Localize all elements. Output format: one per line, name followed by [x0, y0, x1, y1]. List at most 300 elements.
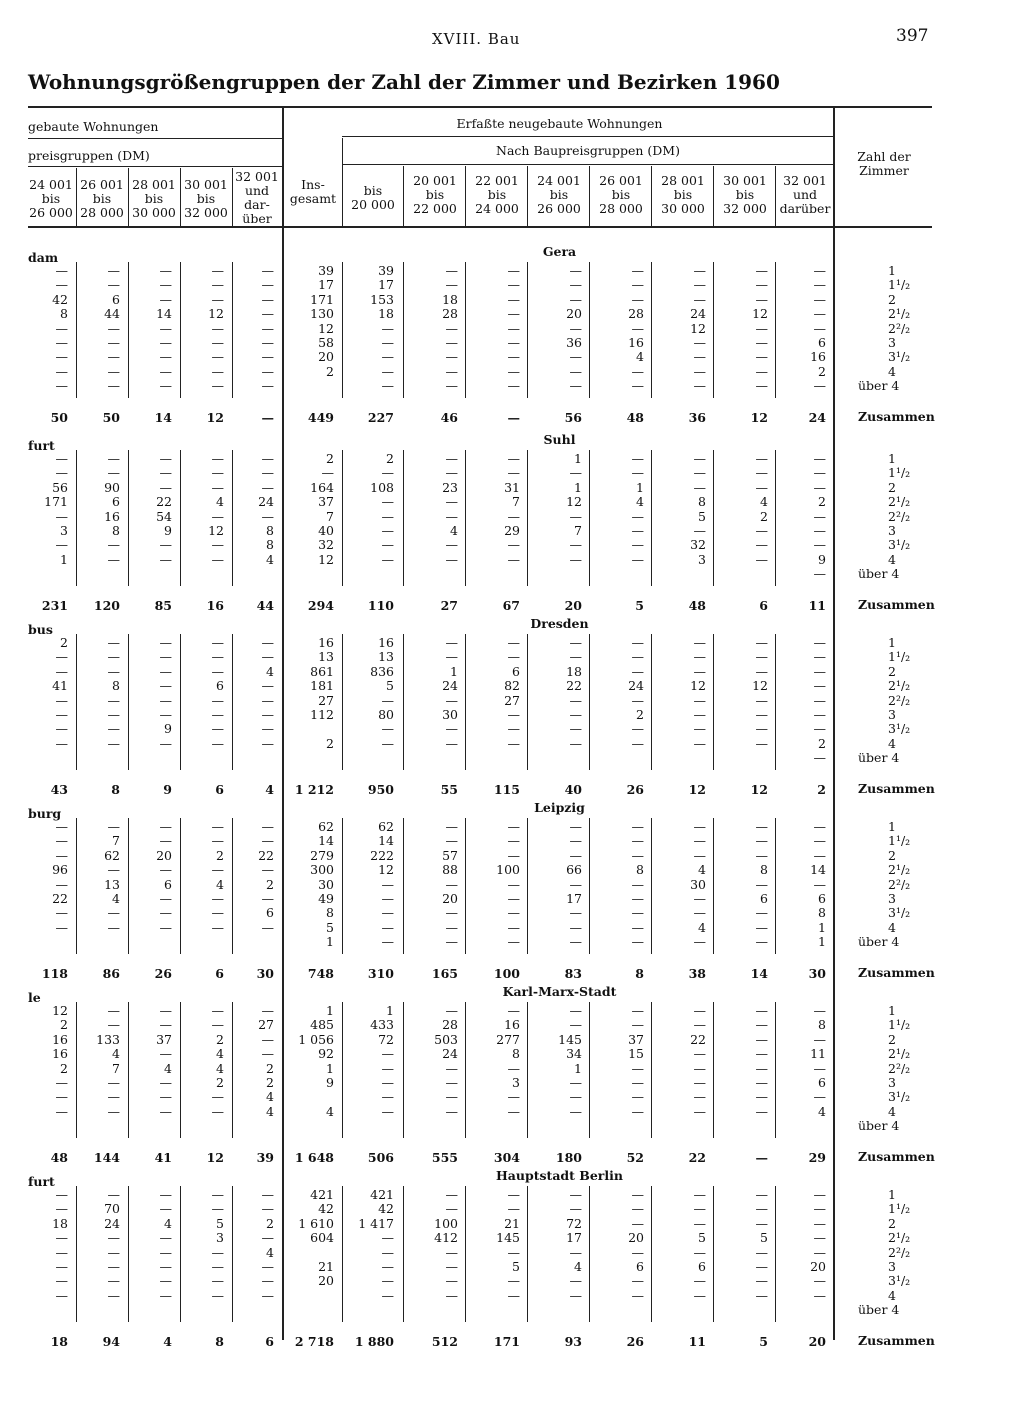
table-cell — [182, 567, 224, 581]
left-total: 18 — [50, 1333, 68, 1349]
table-cell: — — [569, 635, 582, 650]
table-cell — [130, 1303, 172, 1317]
table-cell: 34 — [566, 1046, 582, 1062]
left-price-col — [234, 1188, 274, 1318]
table-cell: 20 — [628, 1230, 644, 1246]
right-total: 6 — [759, 597, 768, 613]
table-cell: 24 — [690, 306, 706, 322]
table-cell: — — [755, 706, 768, 722]
table-cell: — — [755, 465, 768, 481]
table-cell: 31 — [504, 479, 520, 495]
table-cell: — — [261, 862, 274, 878]
table-cell: 485 — [310, 1017, 334, 1033]
table-cell: — — [381, 320, 394, 336]
table-cell: — — [107, 635, 120, 650]
room-labels — [858, 451, 948, 612]
table-cell: 9 — [326, 1074, 334, 1090]
table-cell: — — [507, 363, 520, 379]
table-cell: 1 — [386, 1003, 394, 1018]
right-price-col — [778, 636, 826, 766]
table-cell: 27 — [258, 1017, 274, 1033]
table-cell: — — [693, 635, 706, 650]
left-price-col — [78, 452, 120, 582]
table-cell — [716, 567, 768, 581]
table-cell: 1 — [818, 934, 826, 950]
table-cell: — — [569, 1017, 582, 1033]
table-cell: — — [813, 1244, 826, 1260]
table-cell: — — [631, 551, 644, 567]
table-cell — [346, 1303, 394, 1317]
table-cell: 15 — [628, 1046, 644, 1062]
table-cell: — — [211, 334, 224, 350]
table-cell: — — [813, 649, 826, 665]
table-cell: 42 — [378, 1201, 394, 1217]
left-price-col — [28, 1188, 68, 1318]
table-cell: — — [755, 1031, 768, 1047]
table-cell: — — [755, 735, 768, 751]
table-cell: 6 — [164, 876, 172, 892]
table-cell: — — [631, 692, 644, 708]
table-cell: — — [261, 263, 274, 278]
table-cell: — — [55, 649, 68, 665]
table-cell: 20 — [810, 1258, 826, 1274]
table-cell: — — [507, 551, 520, 567]
right-price-col — [654, 1188, 706, 1318]
table-cell: — — [755, 1103, 768, 1119]
right-price-col — [778, 820, 826, 950]
room-label: 3¹/₂ — [888, 1089, 911, 1105]
table-cell: — — [445, 263, 458, 278]
table-cell: — — [211, 721, 224, 737]
table-cell: 6 — [818, 334, 826, 350]
table-cell: — — [445, 537, 458, 553]
table-cell: — — [107, 378, 120, 394]
table-cell: — — [755, 635, 768, 650]
table-cell: — — [507, 320, 520, 336]
district-name: Suhl — [543, 432, 576, 447]
table-cell: — — [755, 522, 768, 538]
table-cell: — — [813, 320, 826, 336]
table-cell: 133 — [96, 1031, 120, 1047]
table-cell: — — [507, 905, 520, 921]
table-cell: 6 — [112, 494, 120, 510]
table-cell: — — [813, 750, 826, 766]
right-total: 950 — [367, 781, 394, 797]
room-labels — [858, 1003, 948, 1164]
table-cell: — — [813, 566, 826, 582]
table-cell: 8 — [112, 678, 120, 694]
table-cell: 1 — [326, 934, 334, 950]
table-cell: — — [107, 649, 120, 665]
table-cell: — — [569, 706, 582, 722]
table-cell: 6 — [760, 890, 768, 906]
right-price-col — [592, 264, 644, 394]
district-name: Leipzig — [534, 800, 585, 815]
table-cell: 300 — [310, 862, 334, 878]
table-cell: — — [261, 1003, 274, 1018]
table-cell: — — [507, 819, 520, 834]
left-total: 4 — [265, 781, 274, 797]
table-cell: — — [569, 363, 582, 379]
right-total: 26 — [626, 1333, 644, 1349]
table-cell: 2 — [326, 735, 334, 751]
table-cell: — — [755, 1287, 768, 1303]
table-cell: 1 — [636, 479, 644, 495]
table-cell: — — [261, 735, 274, 751]
table-cell: 8 — [760, 862, 768, 878]
table-cell: — — [693, 522, 706, 538]
room-label: 1¹/₂ — [888, 1201, 911, 1217]
table-cell: — — [211, 1201, 224, 1217]
table-cell: — — [693, 890, 706, 906]
table-cell: — — [107, 819, 120, 834]
table-cell: 1 056 — [298, 1031, 334, 1047]
table-cell: 12 — [208, 306, 224, 322]
room-labels — [858, 635, 948, 796]
table-cell: — — [693, 465, 706, 481]
table-cell: — — [631, 522, 644, 538]
right-price-col — [346, 636, 394, 766]
table-cell: — — [507, 349, 520, 365]
table-cell — [468, 1119, 520, 1133]
table-cell: 82 — [504, 678, 520, 694]
table-cell: — — [445, 833, 458, 849]
table-cell: 6 — [512, 663, 520, 679]
table-cell: — — [381, 692, 394, 708]
table-cell: 5 — [216, 1215, 224, 1231]
table-cell: — — [813, 819, 826, 834]
table-cell: 4 — [216, 494, 224, 510]
table-cell: — — [569, 905, 582, 921]
table-cell: 8 — [818, 1017, 826, 1033]
table-cell: — — [755, 1060, 768, 1076]
table-cell: 16 — [52, 1031, 68, 1047]
table-cell: — — [55, 1187, 68, 1202]
table-cell: 23 — [442, 479, 458, 495]
left-price-col — [182, 820, 224, 950]
table-cell: — — [159, 263, 172, 278]
table-cell: — — [507, 1003, 520, 1018]
left-price-col — [234, 452, 274, 582]
table-cell: 12 — [752, 678, 768, 694]
left-total: 39 — [256, 1149, 274, 1165]
table-cell: — — [55, 508, 68, 524]
left-total: 26 — [154, 965, 172, 981]
left-total: 12 — [206, 1149, 224, 1165]
table-cell: 861 — [310, 663, 334, 679]
table-cell: — — [755, 291, 768, 307]
table-cell: — — [107, 721, 120, 737]
table-cell: 4 — [698, 862, 706, 878]
table-cell: — — [569, 1187, 582, 1202]
table-cell: — — [631, 1060, 644, 1076]
table-cell: 20 — [442, 890, 458, 906]
table-cell: — — [211, 263, 224, 278]
table-cell — [592, 751, 644, 765]
table-cell: 100 — [496, 862, 520, 878]
table-cell: 22 — [690, 1031, 706, 1047]
right-total: 8 — [635, 965, 644, 981]
table-cell: 14 — [810, 862, 826, 878]
left-price-col — [182, 452, 224, 582]
table-cell: 6 — [112, 291, 120, 307]
right-total: 29 — [808, 1149, 826, 1165]
table-cell — [28, 1303, 68, 1317]
table-cell: 277 — [496, 1031, 520, 1047]
table-cell: — — [159, 905, 172, 921]
table-cell — [592, 1119, 644, 1133]
table-cell: — — [381, 890, 394, 906]
table-cell: — — [693, 1017, 706, 1033]
right-price-col — [346, 1004, 394, 1134]
table-cell: — — [211, 919, 224, 935]
table-cell: — — [755, 847, 768, 863]
right-total: 55 — [440, 781, 458, 797]
right-price-col — [530, 1188, 582, 1318]
table-cell: 22 — [156, 494, 172, 510]
table-cell: 108 — [370, 479, 394, 495]
right-total: 12 — [750, 409, 768, 425]
table-cell: 2 — [216, 847, 224, 863]
table-cell: — — [107, 919, 120, 935]
table-cell: 24 — [442, 1046, 458, 1062]
right-price-col-header: 20 001 bis 22 000 — [413, 173, 457, 216]
table-cell: — — [261, 1201, 274, 1217]
right-total: 227 — [367, 409, 394, 425]
table-cell: — — [813, 508, 826, 524]
table-cell: — — [631, 291, 644, 307]
table-cell: 279 — [310, 847, 334, 863]
table-cell: 8 — [818, 905, 826, 921]
table-cell: 88 — [442, 862, 458, 878]
left-total: 16 — [206, 597, 224, 613]
table-cell: — — [507, 334, 520, 350]
room-label: 2²/₂ — [888, 508, 911, 524]
table-cell: — — [211, 905, 224, 921]
table-cell: 4 — [266, 1089, 274, 1105]
table-cell: — — [445, 363, 458, 379]
table-cell: — — [159, 819, 172, 834]
table-cell: 4 — [326, 1103, 334, 1119]
table-cell: — — [381, 334, 394, 350]
table-cell: — — [755, 1017, 768, 1033]
table-cell: — — [211, 465, 224, 481]
table-cell — [468, 567, 520, 581]
table-cell — [406, 567, 458, 581]
right-price-col — [592, 1188, 644, 1318]
table-cell: — — [693, 291, 706, 307]
room-label: 2²/₂ — [888, 320, 911, 336]
right-price-col — [468, 820, 520, 950]
insgesamt-col — [288, 1188, 334, 1318]
table-cell — [78, 751, 120, 765]
right-price-col — [716, 820, 768, 950]
right-total: 180 — [555, 1149, 582, 1165]
table-cell: 153 — [370, 291, 394, 307]
table-cell: — — [211, 890, 224, 906]
table-cell: — — [159, 1273, 172, 1289]
table-cell: — — [445, 692, 458, 708]
left-total: 48 — [50, 1149, 68, 1165]
table-cell: — — [631, 508, 644, 524]
table-cell — [234, 1303, 274, 1317]
table-cell: 503 — [434, 1031, 458, 1047]
table-cell: — — [159, 334, 172, 350]
table-cell: — — [755, 451, 768, 466]
table-cell: — — [507, 721, 520, 737]
left-price-col — [234, 264, 274, 394]
table-cell: — — [445, 1187, 458, 1202]
right-price-col — [406, 820, 458, 950]
table-cell: — — [55, 537, 68, 553]
table-cell: 4 — [164, 1060, 172, 1076]
table-cell — [346, 567, 394, 581]
table-cell: — — [693, 934, 706, 950]
right-price-col — [530, 452, 582, 582]
table-cell: — — [569, 1103, 582, 1119]
table-cell: — — [261, 277, 274, 293]
left-total: 8 — [111, 781, 120, 797]
table-cell — [234, 751, 274, 765]
right-price-col — [468, 452, 520, 582]
table-cell — [592, 567, 644, 581]
table-cell: 8 — [636, 862, 644, 878]
room-label: über 4 — [858, 750, 900, 766]
table-cell: — — [631, 277, 644, 293]
table-cell: — — [445, 349, 458, 365]
table-cell: — — [159, 1017, 172, 1033]
table-cell: — — [381, 1103, 394, 1119]
right-price-col — [530, 636, 582, 766]
right-total: 56 — [564, 409, 582, 425]
table-cell: — — [261, 721, 274, 737]
table-cell: 39 — [378, 263, 394, 278]
table-cell: — — [107, 277, 120, 293]
room-label: über 4 — [858, 1302, 900, 1318]
district-name: Gera — [542, 244, 577, 259]
table-cell: — — [159, 890, 172, 906]
table-cell: — — [631, 905, 644, 921]
table-cell: — — [381, 1230, 394, 1246]
right-price-col — [716, 1004, 768, 1134]
right-total: 2 — [817, 781, 826, 797]
table-cell: — — [261, 334, 274, 350]
table-cell: — — [631, 1103, 644, 1119]
table-cell: 4 — [216, 1060, 224, 1076]
table-cell: 41 — [52, 678, 68, 694]
table-cell: 12 — [378, 862, 394, 878]
table-cell: — — [107, 1074, 120, 1090]
table-cell: — — [107, 263, 120, 278]
right-price-col — [468, 264, 520, 394]
table-cell: — — [261, 890, 274, 906]
total-label: Zusammen — [858, 1332, 935, 1348]
table-cell: — — [507, 1244, 520, 1260]
table-cell: — — [261, 1273, 274, 1289]
table-cell: — — [55, 1287, 68, 1303]
room-label: 4 — [888, 919, 896, 935]
left-section-label: bus — [28, 622, 53, 637]
table-cell: — — [261, 451, 274, 466]
table-cell: 9 — [164, 522, 172, 538]
right-total: 20 — [808, 1333, 826, 1349]
left-price-col — [130, 452, 172, 582]
district-name: Karl-Marx-Stadt — [502, 984, 617, 999]
table-cell: — — [445, 1089, 458, 1105]
table-cell: — — [445, 1287, 458, 1303]
right-price-col-header: 30 001 bis 32 000 — [723, 173, 767, 216]
table-cell: — — [693, 905, 706, 921]
table-cell: — — [381, 378, 394, 394]
table-cell: — — [693, 277, 706, 293]
room-labels — [858, 1187, 948, 1348]
table-cell: — — [445, 934, 458, 950]
table-cell: — — [107, 706, 120, 722]
left-price-col-header: 26 001 bis 28 000 — [80, 177, 124, 220]
right-total: 36 — [688, 409, 706, 425]
left-price-col — [28, 820, 68, 950]
right-total: 5 — [759, 1333, 768, 1349]
table-cell: — — [381, 465, 394, 481]
left-price-col — [28, 264, 68, 394]
table-cell — [288, 751, 334, 765]
left-price-col — [130, 264, 172, 394]
room-label: 3 — [888, 706, 896, 722]
table-cell: — — [813, 1187, 826, 1202]
table-cell: — — [631, 263, 644, 278]
table-cell: 16 — [104, 508, 120, 524]
left-total: 231 — [41, 597, 68, 613]
table-cell: — — [107, 735, 120, 751]
room-label: 2²/₂ — [888, 692, 911, 708]
table-cell: — — [693, 847, 706, 863]
table-cell: 145 — [496, 1230, 520, 1246]
right-total: 115 — [493, 781, 520, 797]
table-cell: — — [55, 1244, 68, 1260]
table-cell: — — [445, 919, 458, 935]
table-cell: 1 — [326, 1003, 334, 1018]
table-cell: — — [693, 363, 706, 379]
table-cell: — — [261, 363, 274, 379]
table-cell: — — [55, 363, 68, 379]
table-cell: — — [55, 1258, 68, 1274]
table-cell: — — [569, 291, 582, 307]
table-cell: — — [261, 306, 274, 322]
table-cell: — — [445, 819, 458, 834]
table-cell: 96 — [52, 862, 68, 878]
table-cell: — — [755, 876, 768, 892]
room-label: 3¹/₂ — [888, 721, 911, 737]
right-total: 22 — [688, 1149, 706, 1165]
right-total: 100 — [493, 965, 520, 981]
table-cell: — — [381, 1089, 394, 1105]
table-cell: — — [693, 833, 706, 849]
right-total: 5 — [635, 597, 644, 613]
table-cell: — — [445, 649, 458, 665]
table-cell: — — [107, 692, 120, 708]
table-cell — [78, 1303, 120, 1317]
table-cell — [234, 935, 274, 949]
table-cell: — — [107, 1089, 120, 1105]
table-cell: — — [507, 635, 520, 650]
table-cell: — — [159, 1074, 172, 1090]
table-cell: 8 — [112, 522, 120, 538]
left-total: 86 — [102, 965, 120, 981]
left-price-col — [78, 264, 120, 394]
table-cell: 171 — [310, 291, 334, 307]
table-cell: 12 — [318, 551, 334, 567]
right-total: 110 — [367, 597, 394, 613]
